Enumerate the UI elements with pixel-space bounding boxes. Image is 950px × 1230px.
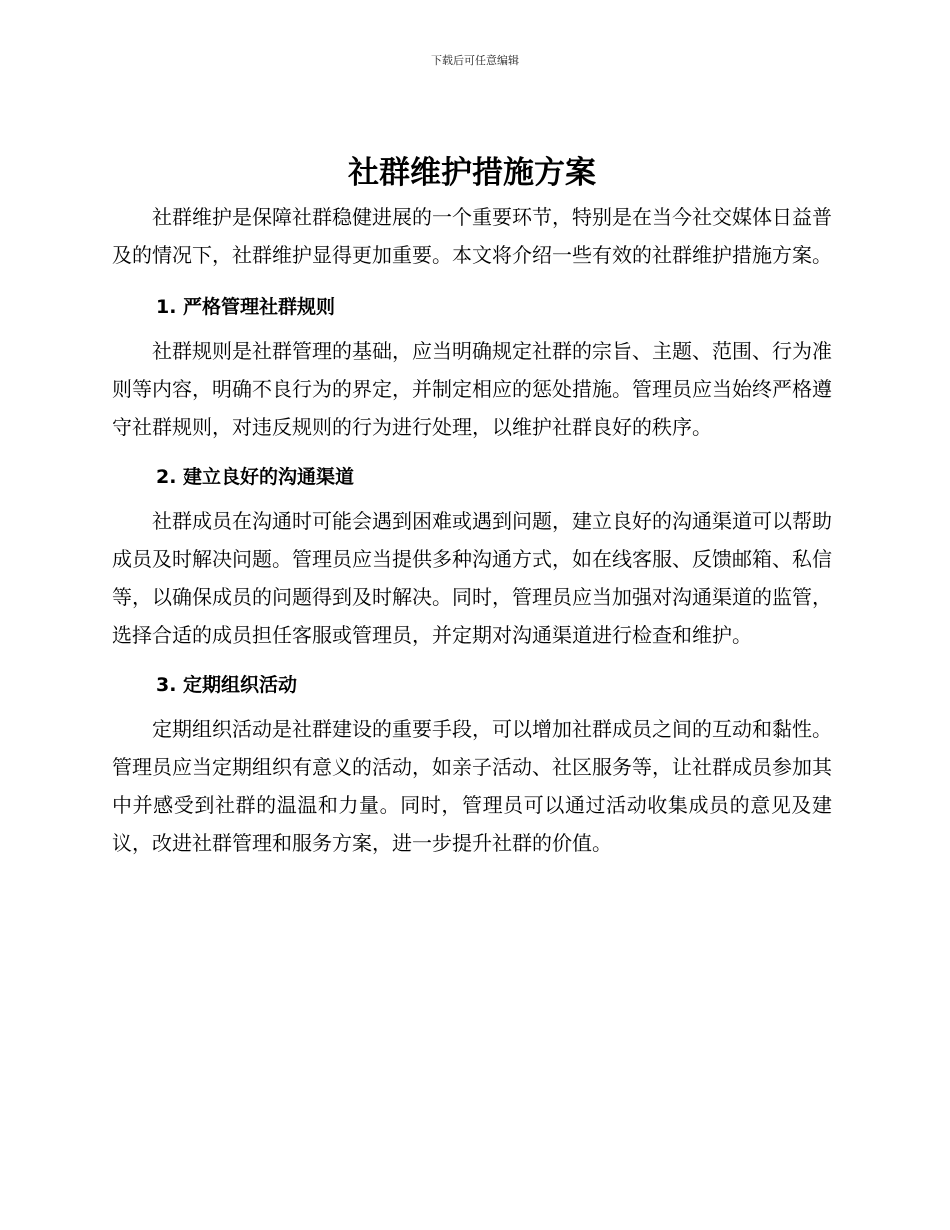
- section-heading-communication: 2. 建立良好的沟通渠道: [156, 466, 355, 488]
- page-header: 下载后可任意编辑: [431, 54, 519, 67]
- section-heading-activities: 3. 定期组织活动: [156, 674, 298, 696]
- section-body-communication: 社群成员在沟通时可能会遇到困难或遇到问题，建立良好的沟通渠道可以帮助成员及时解决问题。管理员应当提供多种沟通方式，如在线客服、反馈邮箱、私信等，以确保成员的问题得到及时解决。同时，管理员应当加强对沟通渠道的监管，选择合适的成员担任客服或管理员，并定期对沟通渠道进行检查和维护。: [112, 509, 832, 647]
- document-body: [112, 150, 832, 862]
- section-heading-rules: 1. 严格管理社群规则: [156, 296, 336, 318]
- intro-paragraph: 社群维护是保障社群稳健进展的一个重要环节，特别是在当今社交媒体日益普及的情况下，社群维护显得更加重要。本文将介绍一些有效的社群维护措施方案。: [112, 205, 832, 267]
- section-body-rules: 社群规则是社群管理的基础，应当明确规定社群的宗旨、主题、范围、行为准则等内容，明确不良行为的界定，并制定相应的惩处措施。管理员应当始终严格遵守社群规则，对违反规则的行为进行处理，以维护社群良好的秩序。: [112, 339, 832, 439]
- section-body-activities: 定期组织活动是社群建设的重要手段，可以增加社群成员之间的互动和黏性。管理员应当定期组织有意义的活动，如亲子活动、社区服务等，让社群成员参加其中并感受到社群的温温和力量。同时，管理员可以通过活动收集成员的意见及建议，改进社群管理和服务方案，进一步提升社群的价值。: [112, 717, 832, 855]
- document-title: 社群维护措施方案: [348, 155, 596, 191]
